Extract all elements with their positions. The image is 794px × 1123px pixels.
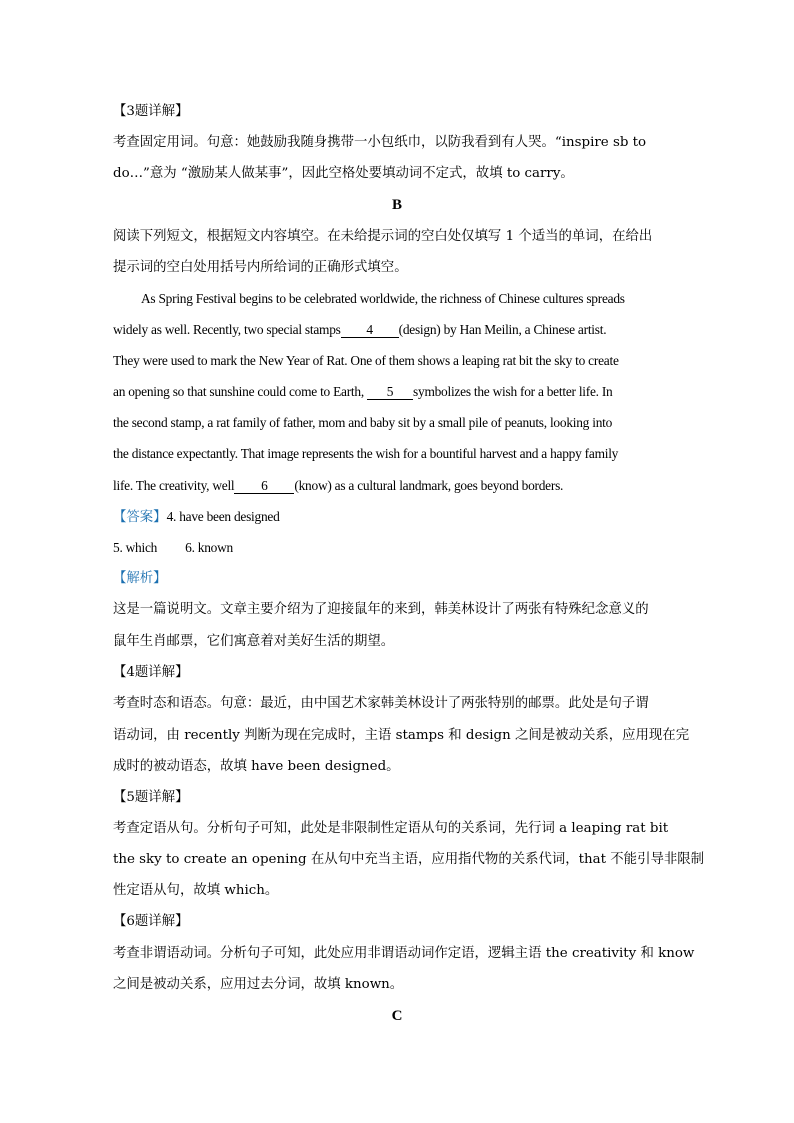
- passage-line-7-end: (know) as a cultural landmark, goes beyond borders.: [294, 478, 564, 493]
- passage-line-3: They were used to mark the New Year of Rat. One of them shows a leaping rat bit the sky to create: [113, 353, 619, 368]
- instructions-line-1: 阅读下列短文，根据短文内容填空。在未给提示词的空白处仅填写 1 个适当的单词，在给出: [113, 229, 653, 244]
- sec5-line-2: the sky to create an opening 在从句中充当主语，应用指代物的关系代词，that 不能引导非限制: [113, 852, 705, 867]
- passage-line-4-end: symbolizes the wish for a better life. In: [413, 384, 613, 399]
- blank-5: 5: [367, 385, 413, 400]
- sec4-heading: 【4题详解】: [113, 665, 189, 680]
- sec5-line-3: 性定语从句，故填 which。: [113, 883, 279, 898]
- answer-4: 4. have been designed: [166, 509, 280, 524]
- answer-line-2: [113, 539, 233, 557]
- analysis-open-bracket: 【: [113, 571, 127, 586]
- sec5-heading: 【5题详解】: [113, 790, 189, 805]
- sec4-line-3: 成时的被动语态，故填 have been designed。: [113, 759, 400, 774]
- passage-line-1: As Spring Festival begins to be celebrated worldwide, the richness of Chinese cultures spreads: [141, 291, 625, 306]
- blank-4: 4: [341, 323, 399, 338]
- answer-6: 6. known: [185, 540, 233, 555]
- sec3-line-1: 考查固定用词。句意：她鼓励我随身携带一小包纸巾，以防我看到有人哭。“inspire sb to: [113, 135, 647, 150]
- passage-line-2-start: widely as well. Recently, two special stamps: [113, 322, 341, 337]
- sec6-line-2: 之间是被动关系，应用过去分词，故填 known。: [113, 977, 404, 992]
- analysis-label: 解析: [126, 571, 154, 586]
- answer-close-bracket: 】: [153, 510, 167, 525]
- sec5-line-1: 考查定语从句。分析句子可知，此处是非限制性定语从句的关系词，先行词 a leaping rat bit: [113, 821, 669, 836]
- sec4-line-1: 考查时态和语态。句意：最近，由中国艺术家韩美林设计了两张特别的邮票。此处是句子谓: [113, 696, 649, 711]
- passage-line-7-start: life. The creativity, well: [113, 478, 235, 493]
- section-c-heading: C: [391, 1008, 403, 1024]
- section-b-heading: B: [391, 197, 402, 213]
- instructions-line-2: 提示词的空白处用括号内所给词的正确形式填空。: [113, 260, 408, 275]
- passage-line-7: [113, 477, 563, 495]
- passage-line-6: the distance expectantly. That image represents the wish for a bountiful harvest and a happy family: [113, 446, 619, 461]
- answer-line-1: [113, 508, 280, 527]
- analysis-line-1: 这是一篇说明文。文章主要介绍为了迎接鼠年的来到，韩美林设计了两张有特殊纪念意义的: [113, 602, 649, 617]
- answer-label: 答案: [126, 510, 154, 525]
- sec3-heading: 【3题详解】: [113, 104, 189, 119]
- analysis-line-2: 鼠年生肖邮票，它们寓意着对美好生活的期望。: [113, 634, 395, 649]
- answer-open-bracket: 【: [113, 510, 127, 525]
- analysis-heading: [113, 570, 167, 588]
- sec6-heading: 【6题详解】: [113, 914, 189, 929]
- analysis-close-bracket: 】: [153, 571, 167, 586]
- passage-line-5: the second stamp, a rat family of father, mom and baby sit by a small pile of peanuts, looking into: [113, 415, 613, 430]
- sec3-line-2: do…”意为 “激励某人做某事”，因此空格处要填动词不定式，故填 to carry。: [113, 166, 574, 181]
- blank-6: 6: [234, 479, 294, 494]
- sec4-line-2: 语动词，由 recently 判断为现在完成时，主语 stamps 和 design 之间是被动关系，应用现在完: [113, 728, 690, 743]
- passage-line-4: [113, 383, 613, 401]
- passage-line-2: [113, 321, 606, 339]
- sec6-line-1: 考查非谓语动词。分析句子可知，此处应用非谓语动词作定语，逻辑主语 the creativity 和 know: [113, 946, 695, 961]
- answer-5: 5. which: [113, 540, 158, 555]
- passage-line-2-end: (design) by Han Meilin, a Chinese artist.: [398, 322, 607, 337]
- passage-line-4-start: an opening so that sunshine could come to Earth,: [113, 384, 368, 399]
